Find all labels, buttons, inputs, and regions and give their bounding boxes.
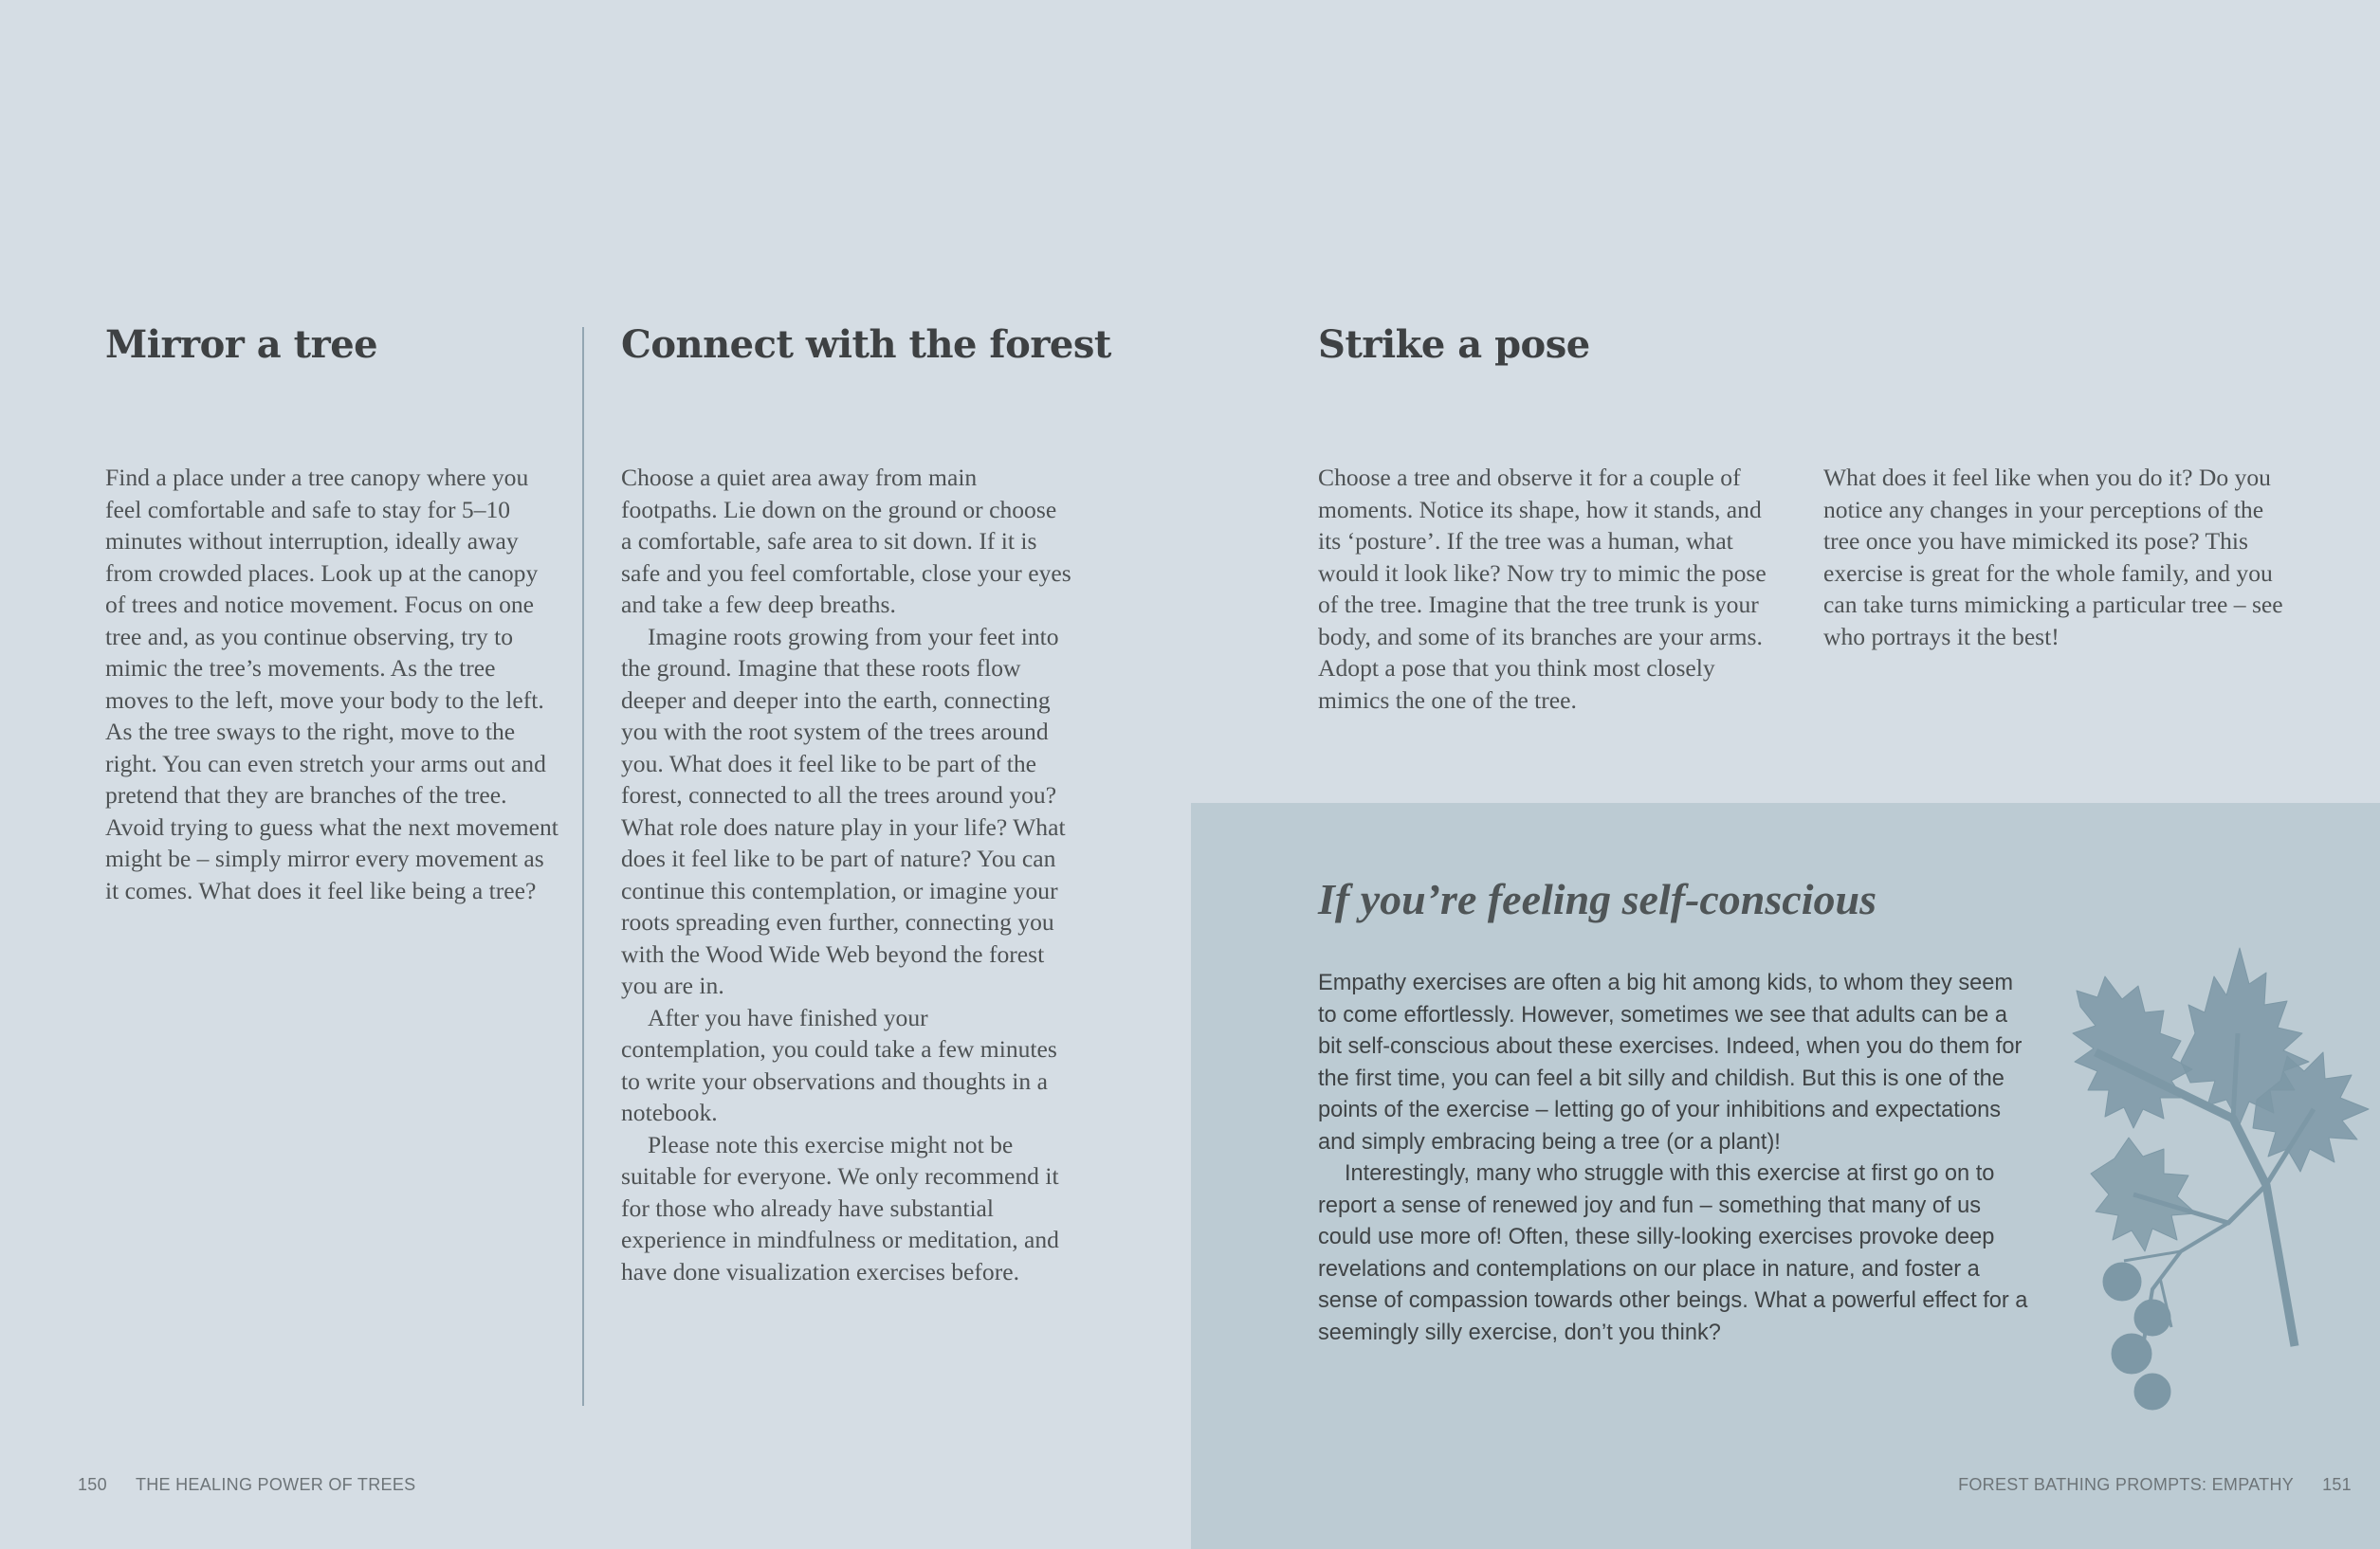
- sidebar-box-paragraph-1: Empathy exercises are often a big hit among kids, to whom they seem to come effortlessly. However, sometimes we see that adults can be a bit self-conscious about these exercises. Indeed, when you do them for the first time, you can feel a bit silly and childish. But this is one of the points of the exercise – letting go of your inhibitions and expectations and simply embracing being a tree (or a plant)!: [1318, 971, 2023, 1155]
- column-divider: [582, 327, 584, 1406]
- strike-pose-paragraph-1: Choose a tree and observe it for a couple of moments. Notice its shape, how it stands, and its ‘posture’. If the tree was a human, what would it look like? Now try to mimic the pose of the tree. Imagine that the tree trunk is your body, and some of its branches are your arms. Adopt a pose that you think most closely mimics the one of the tree.: [1318, 464, 1767, 714]
- mirror-tree-paragraph-1: Find a place under a tree canopy where you feel comfortable and safe to stay for 5–10 minutes without interruption, ideally away from crowded places. Look up at the canopy of trees and notice movement. Focus on one tree and, as you continue observing, try to mimic the tree’s movements. As the tree moves to the left, move your body to the left. As the tree sways to the right, move to the right. You can even stretch your arms out and pretend that they are branches of the tree. Avoid trying to guess what the next movement might be – simply mirror every movement as it comes. What does it feel like being a tree?: [105, 464, 558, 904]
- mirror-tree-body: [105, 462, 560, 906]
- sidebar-box-body: [1318, 968, 2031, 1349]
- strike-pose-body-col2: [1823, 462, 2288, 652]
- strike-pose-heading: Strike a pose: [1318, 322, 1590, 367]
- left-page-number: 150: [78, 1475, 107, 1494]
- right-footer: [1958, 1475, 2380, 1495]
- connect-forest-paragraph-4: Please note this exercise might not be suitable for everyone. We only recommend it for those who already have substantial experience in mindfulness or meditation, and have done visualization exercises before.: [621, 1130, 1059, 1285]
- right-page-number: 151: [2322, 1475, 2352, 1494]
- hawthorn-leaf-icon: [2039, 939, 2371, 1422]
- right-running-head: FOREST BATHING PROMPTS: EMPATHY: [1958, 1475, 2295, 1494]
- connect-forest-heading: Connect with the forest: [621, 322, 1111, 367]
- connect-forest-paragraph-3: After you have finished your contemplation, you could take a few minutes to write your observations and thoughts in a notebook.: [621, 1003, 1057, 1126]
- sidebar-box-paragraph-2: Interestingly, many who struggle with this exercise at first go on to report a sense of renewed joy and fun – something that many of us could use more of! Often, these silly-looking exercises provoke deep revelations and contemplations on our place in nature, and foster a sense of compassion towards other beings. What a powerful effect for a seemingly silly exercise, don’t you think?: [1318, 1161, 2028, 1345]
- connect-forest-paragraph-2: Imagine roots growing from your feet into the ground. Imagine that these roots flow deeper and deeper into the earth, connecting you with the root system of the trees around you. What does it feel like to be part of the forest, connected to all the trees around you? What role does nature play in your life? What does it feel like to be part of nature? You can continue this contemplation, or imagine your roots spreading even further, connecting you with the Wood Wide Web beyond the forest you are in.: [621, 622, 1066, 999]
- left-running-head: THE HEALING POWER OF TREES: [135, 1475, 416, 1494]
- mirror-tree-heading: Mirror a tree: [105, 322, 378, 367]
- left-footer: [49, 1475, 415, 1495]
- strike-pose-paragraph-2: What does it feel like when you do it? Do you notice any changes in your perceptions of the tree once you have mimicked its pose? This exercise is great for the whole family, and you can take turns mimicking a particular tree – see who portrays it the best!: [1823, 464, 2283, 650]
- strike-pose-body-col1: [1318, 462, 1781, 716]
- connect-forest-body: [621, 462, 1071, 1287]
- sidebar-box-title: If you’re feeling self-conscious: [1318, 875, 1877, 923]
- connect-forest-paragraph-1: Choose a quiet area away from main footpaths. Lie down on the ground or choose a comfortable, safe area to sit down. If it is safe and you feel comfortable, close your eyes and take a few deep breaths.: [621, 464, 1071, 618]
